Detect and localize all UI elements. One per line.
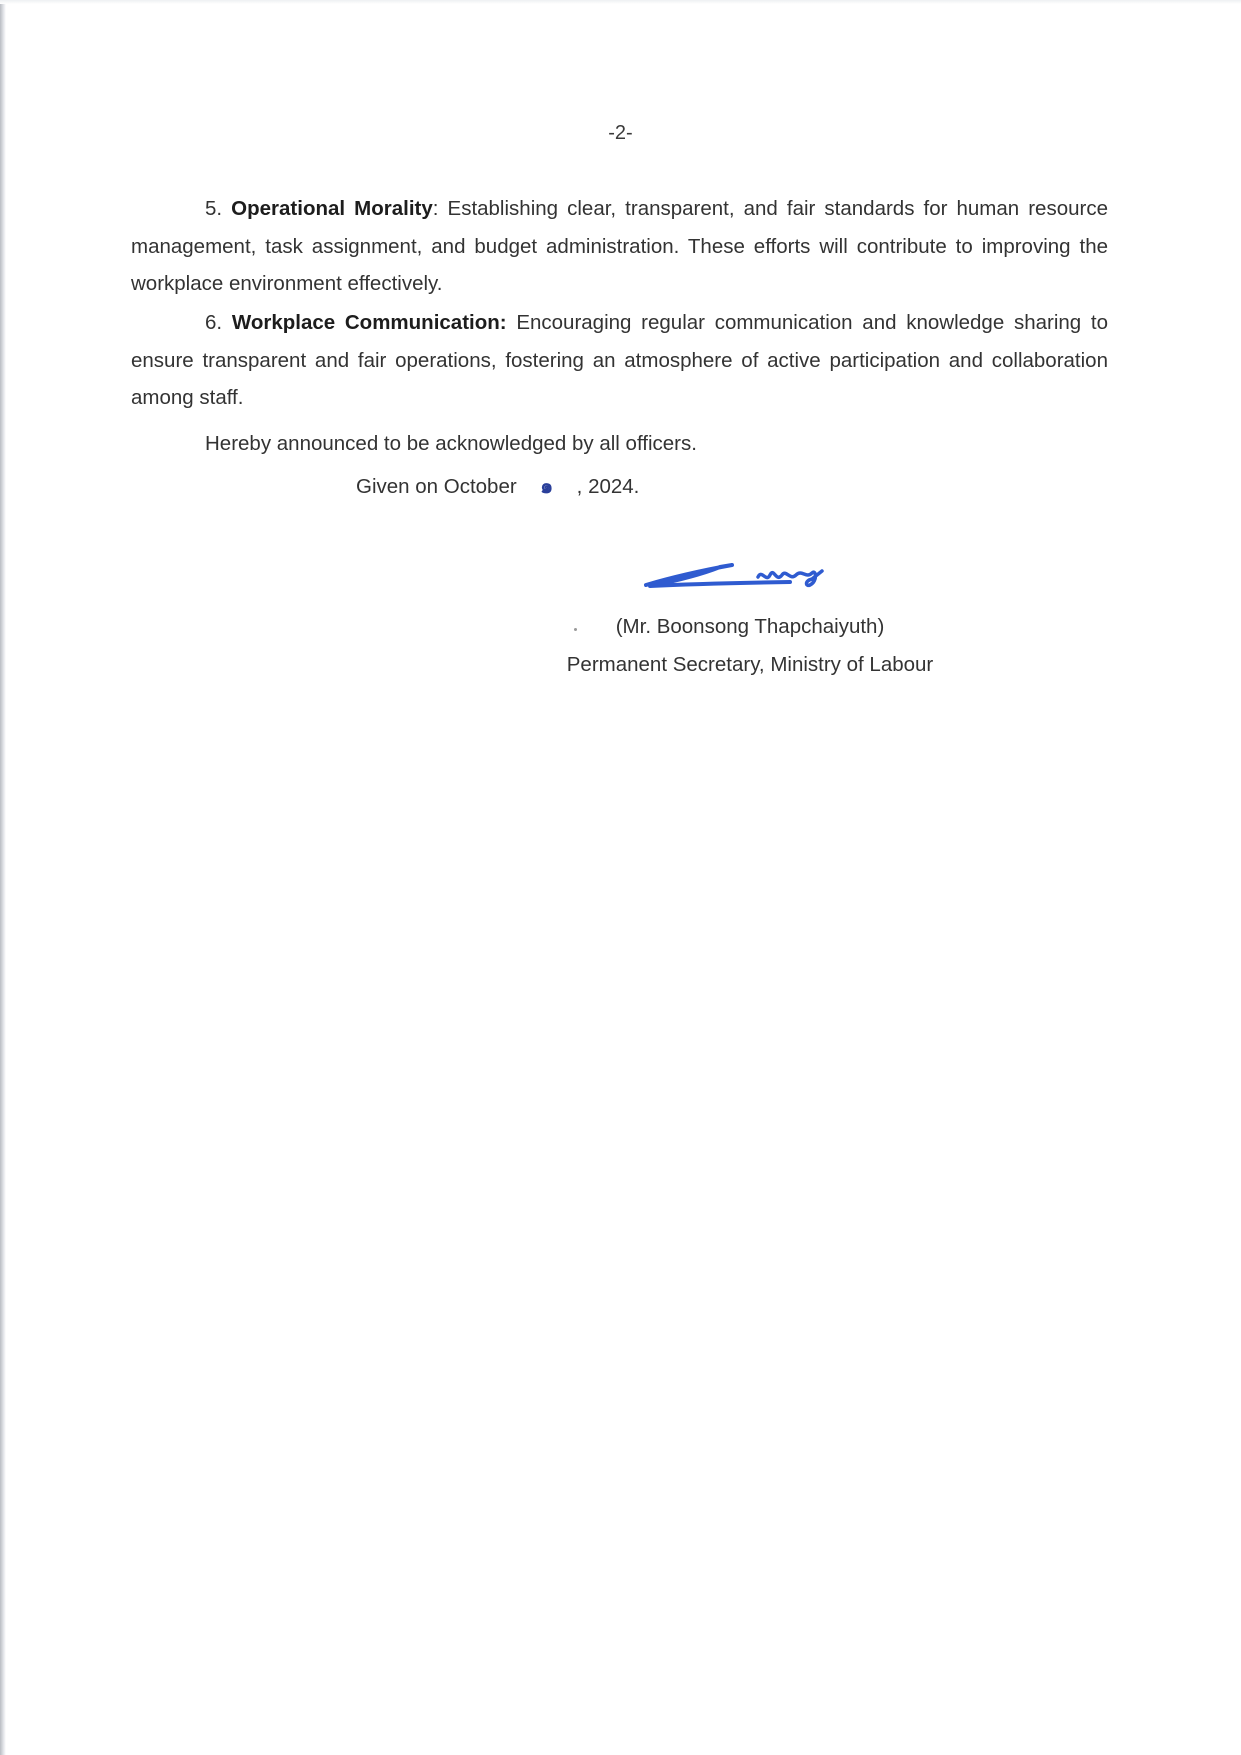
item-6-text: Encouraging regular communication and knowledge sharing to ensure transparent and fair operations, fostering an atmosphere of active participation and collaboration among staff. (131, 311, 1109, 409)
page-number: -2- (608, 122, 633, 144)
signature-image (640, 555, 830, 595)
item-5-text: Establishing clear, transparent, and fair standards for human resource management, task assignment, and budget administration. These efforts will contribute to improving the workplace environment effectively. (131, 197, 1108, 295)
item-6-paragraph (131, 304, 1108, 417)
item-6 (131, 304, 1108, 417)
given-date (356, 470, 639, 503)
item-5-paragraph (131, 190, 1108, 303)
announcement: Hereby announced to be acknowledged by all officers. (205, 432, 697, 455)
item-6-number: 6. (205, 311, 223, 334)
given-prefix: Given on October (356, 475, 517, 498)
given-day-handwritten: ๑ (540, 474, 554, 498)
signatory-name: (Mr. Boonsong Thapchaiyuth) (615, 615, 885, 638)
item-6-heading: Workplace Communication: (231, 311, 507, 334)
item-5-number: 5. (205, 197, 223, 220)
item-5-heading: Operational Morality (231, 197, 433, 220)
given-suffix: , 2024. (576, 475, 640, 498)
item-5-separator: : (432, 197, 439, 220)
signatory-title: Permanent Secretary, Ministry of Labour (566, 653, 934, 676)
item-5 (131, 190, 1108, 303)
